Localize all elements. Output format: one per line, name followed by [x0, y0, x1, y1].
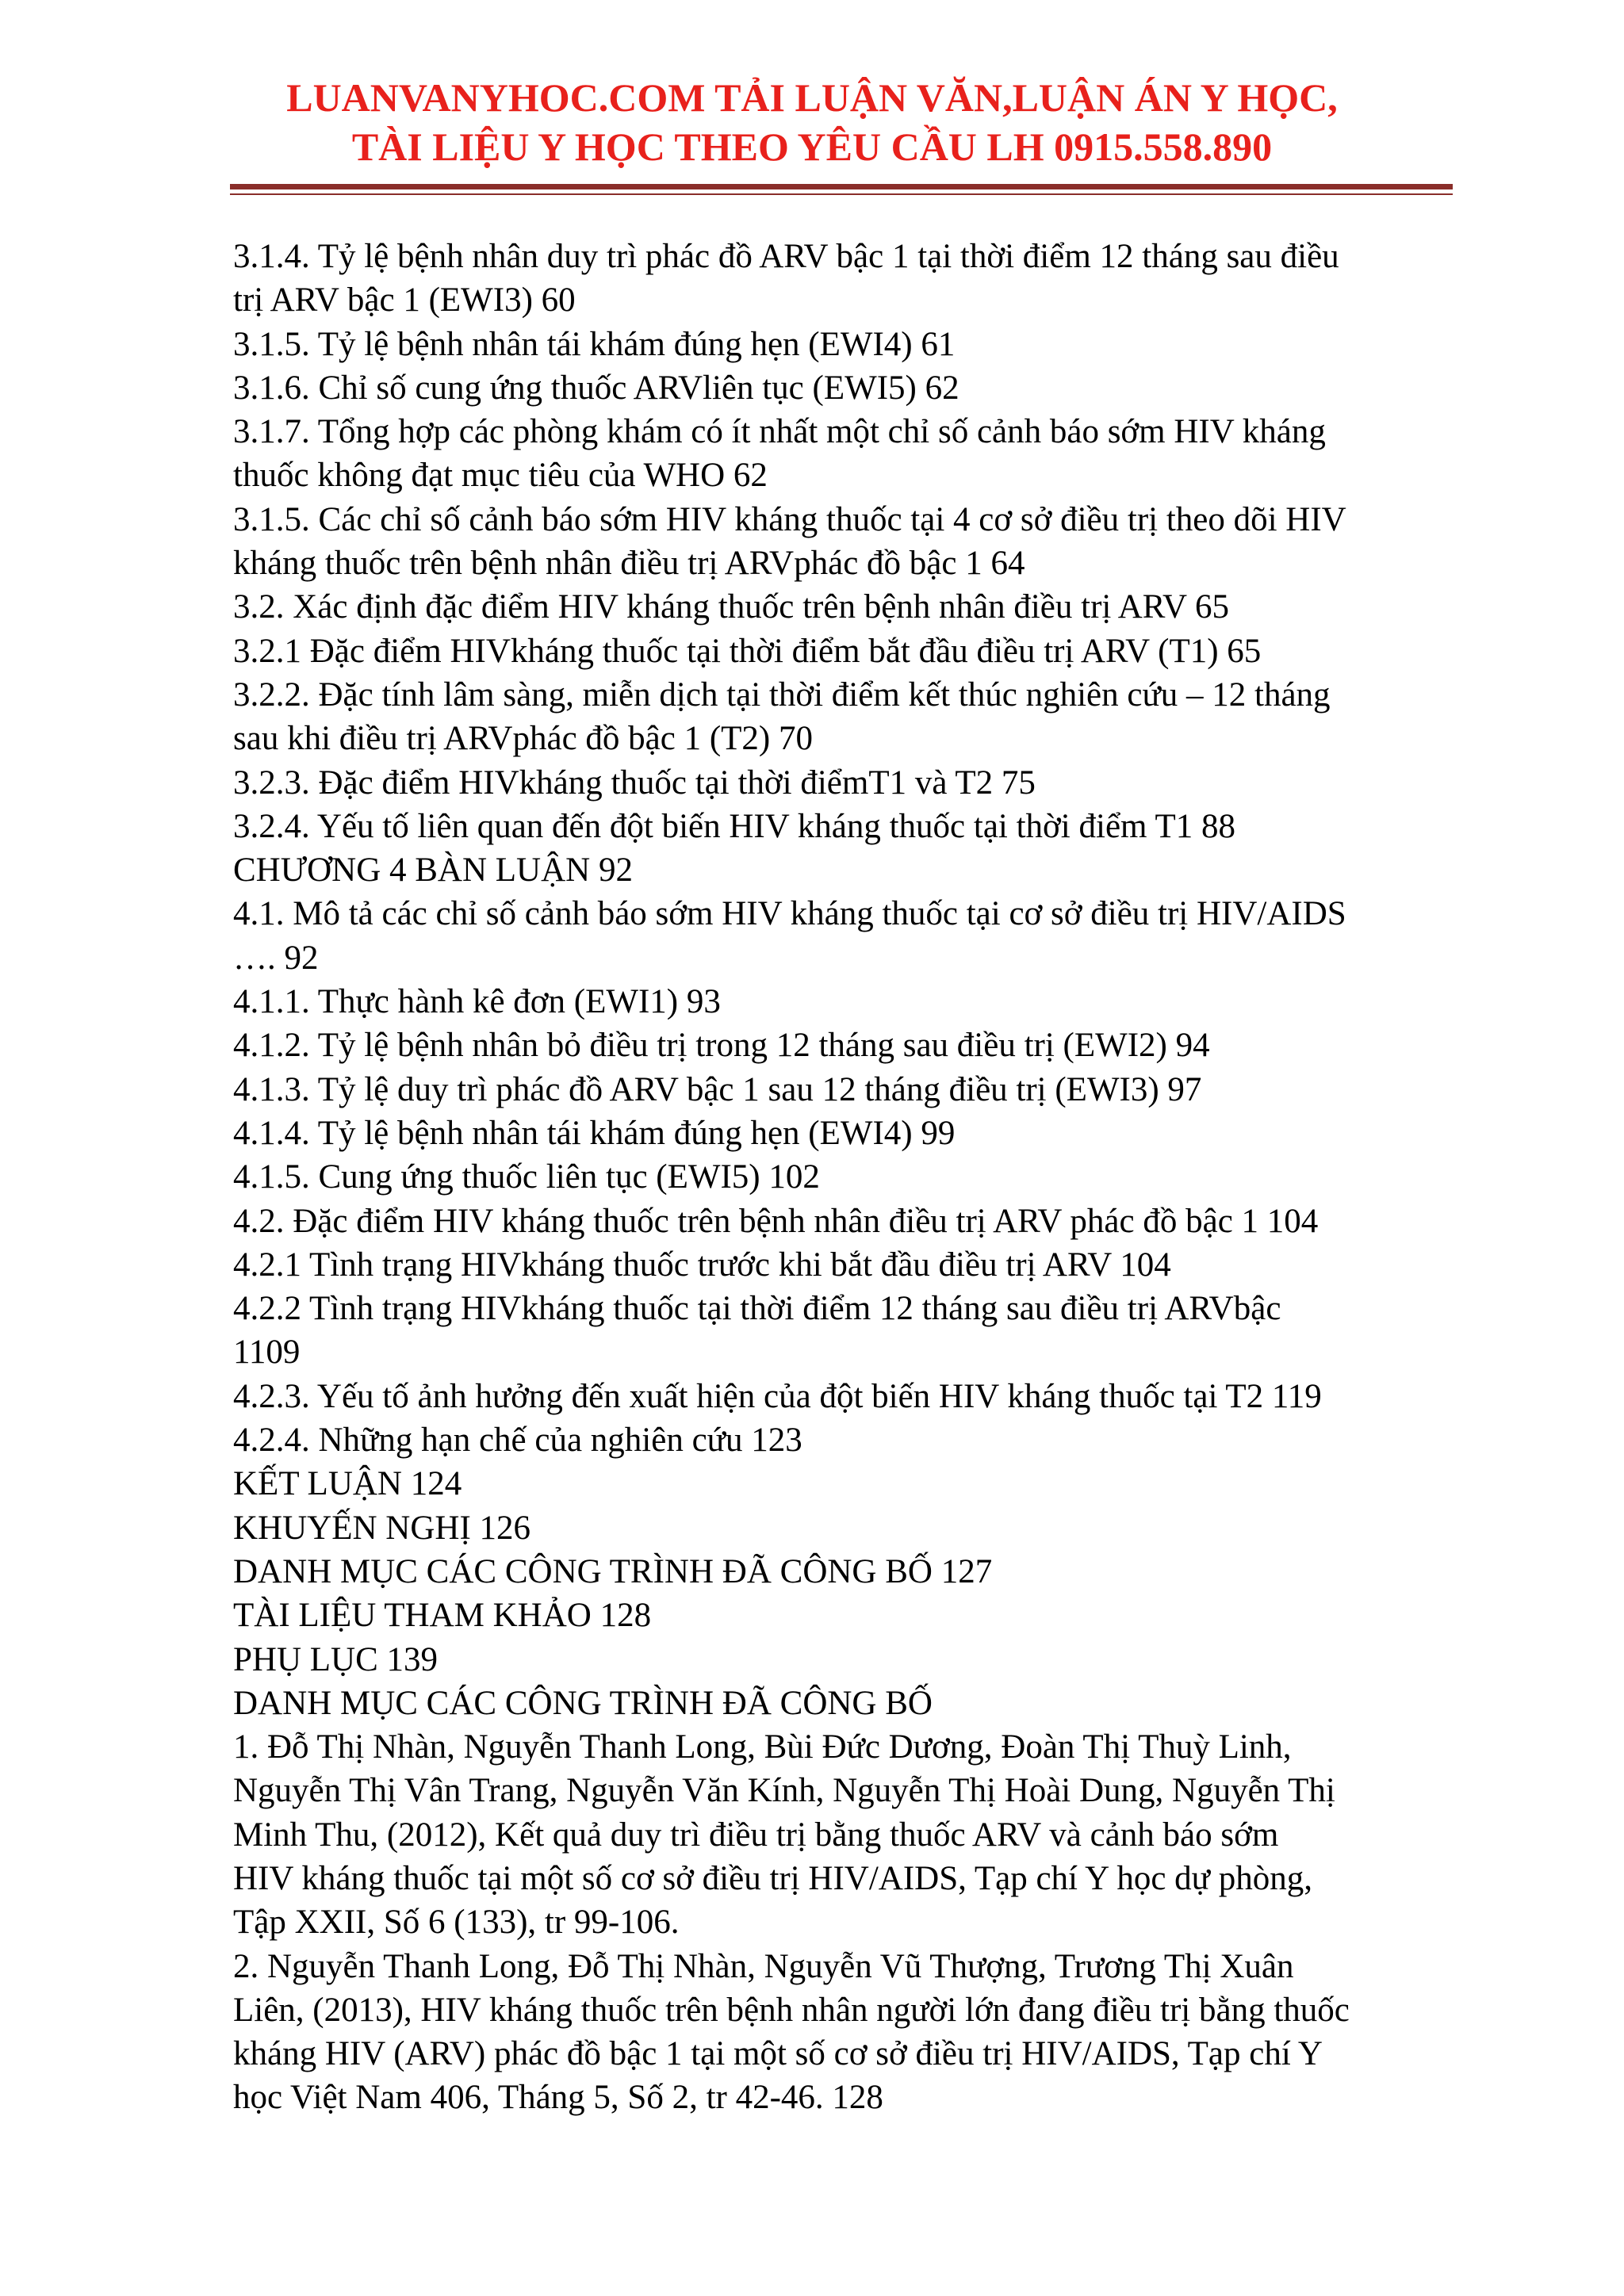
text-line: thuốc không đạt mục tiêu của WHO 62 — [233, 457, 768, 495]
section-heading: KHUYẾN NGHỊ 126 — [233, 1509, 531, 1547]
publication-line: 2. Nguyễn Thanh Long, Đỗ Thị Nhàn, Nguyễn Vũ Thượng, Trương Thị Xuân — [233, 1947, 1294, 1985]
header-line-2: TÀI LIỆU Y HỌC THEO YÊU CẦU LH 0915.558.890 — [351, 124, 1273, 169]
text-line: 4.2. Đặc điểm HIV kháng thuốc trên bệnh nhân điều trị ARV phác đồ bậc 1 104 — [233, 1202, 1319, 1240]
text-line: 3.2. Xác định đặc điểm HIV kháng thuốc trên bệnh nhân điều trị ARV 65 — [233, 588, 1230, 626]
text-line: 3.2.3. Đặc điểm HIVkháng thuốc tại thời điểmT1 và T2 75 — [233, 763, 1036, 802]
publications-heading: DANH MỤC CÁC CÔNG TRÌNH ĐÃ CÔNG BỐ — [233, 1684, 933, 1722]
text-line: trị ARV bậc 1 (EWI3) 60 — [233, 281, 576, 320]
text-line: 3.2.1 Đặc điểm HIVkháng thuốc tại thời điểm bắt đầu điều trị ARV (T1) 65 — [233, 632, 1262, 670]
text-line: 4.2.1 Tình trạng HIVkháng thuốc trước khi bắt đầu điều trị ARV 104 — [233, 1246, 1171, 1284]
text-line: 4.1.3. Tỷ lệ duy trì phác đồ ARV bậc 1 sau 12 tháng điều trị (EWI3) 97 — [233, 1070, 1202, 1108]
text-line: 3.1.5. Các chỉ số cảnh báo sớm HIV kháng thuốc tại 4 cơ sở điều trị theo dõi HIV — [233, 500, 1346, 538]
publication-line: học Việt Nam 406, Tháng 5, Số 2, tr 42-46. 128 — [233, 2079, 883, 2117]
text-line: 4.1.1. Thực hành kê đơn (EWI1) 93 — [233, 983, 721, 1021]
chapter-heading: CHƯƠNG 4 BÀN LUẬN 92 — [233, 851, 633, 890]
publication-line: kháng HIV (ARV) phác đồ bậc 1 tại một số cơ sở điều trị HIV/AIDS, Tạp chí Y — [233, 2035, 1323, 2073]
section-heading: TÀI LIỆU THAM KHẢO 128 — [233, 1597, 652, 1635]
publication-line: Nguyễn Thị Vân Trang, Nguyễn Văn Kính, Nguyễn Thị Hoài Dung, Nguyễn Thị — [233, 1772, 1335, 1810]
text-line: 4.2.3. Yếu tố ảnh hưởng đến xuất hiện của đột biến HIV kháng thuốc tại T2 119 — [233, 1377, 1322, 1415]
text-line: 4.1. Mô tả các chỉ số cảnh báo sớm HIV kháng thuốc tại cơ sở điều trị HIV/AIDS — [233, 895, 1346, 933]
text-line: 4.2.4. Những hạn chế của nghiên cứu 123 — [233, 1422, 802, 1460]
publication-line: 1. Đỗ Thị Nhàn, Nguyễn Thanh Long, Bùi Đức Dương, Đoàn Thị Thuỳ Linh, — [233, 1728, 1292, 1766]
text-line: 4.1.2. Tỷ lệ bệnh nhân bỏ điều trị trong 12 tháng sau điều trị (EWI2) 94 — [233, 1027, 1210, 1065]
text-line: 1109 — [233, 1334, 301, 1372]
header-line-1: LUANVANYHOC.COM TẢI LUẬN VĂN,LUẬN ÁN Y HỌC, — [286, 75, 1338, 120]
text-line: 4.1.4. Tỷ lệ bệnh nhân tái khám đúng hẹn (EWI4) 99 — [233, 1114, 956, 1152]
text-line: 3.2.4. Yếu tố liên quan đến đột biến HIV kháng thuốc tại thời điểm T1 88 — [233, 807, 1235, 845]
text-line: 3.1.5. Tỷ lệ bệnh nhân tái khám đúng hẹn (EWI4) 61 — [233, 325, 956, 363]
text-line: 3.1.4. Tỷ lệ bệnh nhân duy trì phác đồ ARV bậc 1 tại thời điểm 12 tháng sau điều — [233, 238, 1339, 275]
page-header — [0, 73, 1624, 171]
header-rule-thick — [230, 184, 1453, 189]
text-line: kháng thuốc trên bệnh nhân điều trị ARVphác đồ bậc 1 64 — [233, 545, 1025, 583]
document-body — [233, 235, 1502, 2120]
text-line: 3.2.2. Đặc tính lâm sàng, miễn dịch tại thời điểm kết thúc nghiên cứu – 12 tháng — [233, 675, 1331, 714]
header-rule-thin — [230, 193, 1453, 195]
section-heading: PHỤ LỤC 139 — [233, 1640, 439, 1678]
section-heading: DANH MỤC CÁC CÔNG TRÌNH ĐÃ CÔNG BỐ 127 — [233, 1552, 993, 1590]
publication-line: Liên, (2013), HIV kháng thuốc trên bệnh nhân người lớn đang điều trị bằng thuốc — [233, 1991, 1350, 2029]
publication-line: Minh Thu, (2012), Kết quả duy trì điều trị bằng thuốc ARV và cảnh báo sớm — [233, 1816, 1279, 1854]
text-line: …. 92 — [233, 939, 319, 977]
text-line: sau khi điều trị ARVphác đồ bậc 1 (T2) 70 — [233, 720, 813, 758]
publication-line: HIV kháng thuốc tại một số cơ sở điều trị HIV/AIDS, Tạp chí Y học dự phòng, — [233, 1859, 1312, 1897]
text-line: 3.1.6. Chỉ số cung ứng thuốc ARVliên tục (EWI5) 62 — [233, 369, 959, 407]
text-line: 4.1.5. Cung ứng thuốc liên tục (EWI5) 102 — [233, 1158, 820, 1196]
publication-line: Tập XXII, Số 6 (133), tr 99-106. — [233, 1904, 680, 1942]
section-heading: KẾT LUẬN 124 — [233, 1465, 462, 1503]
text-line: 4.2.2 Tình trạng HIVkháng thuốc tại thời điểm 12 tháng sau điều trị ARVbậc — [233, 1290, 1281, 1328]
text-line: 3.1.7. Tổng hợp các phòng khám có ít nhất một chỉ số cảnh báo sớm HIV kháng — [233, 413, 1326, 451]
